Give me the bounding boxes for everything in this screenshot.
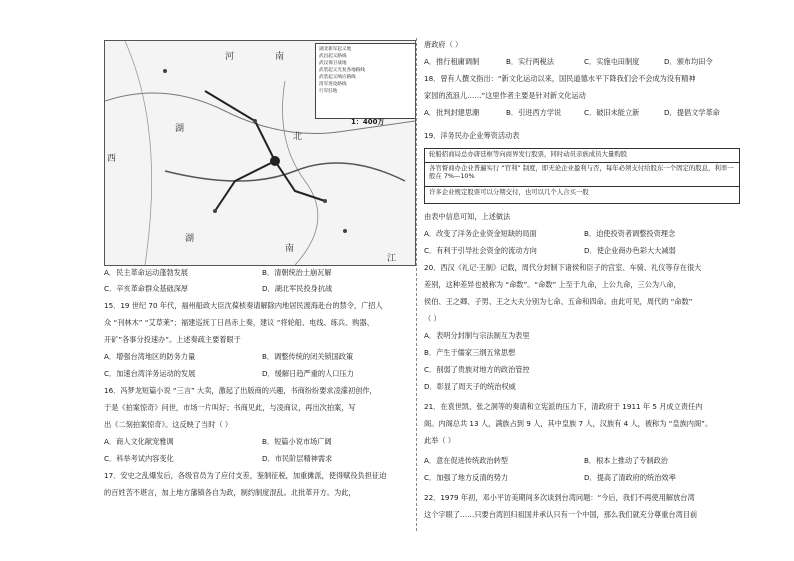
- q20-option-b: B．产生于儒家三纲五常思想: [424, 348, 516, 357]
- q20-option-a: A．表明分封制与宗法制互为表里: [424, 331, 530, 340]
- q18-stem: 18．曾有人撰文指出：“新文化运动以来，国民道德水平下降我们会不会成为没有精神: [424, 74, 696, 83]
- map-place-6: 南: [285, 244, 295, 254]
- q19-option-a: A．改变了洋务企业资金短缺的局面: [424, 229, 537, 238]
- q17-stem: 的百姓苦不堪言，加上地方藩镇各自为政，制约制度混乱。北批革开方。为此，: [104, 488, 356, 497]
- map-place-1: 河: [225, 52, 235, 62]
- q20-option-c: C．削弱了贵族对地方的政治管控: [424, 365, 530, 374]
- map-place-2: 南: [275, 52, 285, 62]
- q19-stem: 19．洋务民办企业筹资活动表: [424, 131, 520, 140]
- legend-item: 武装起义光复各地路线: [319, 68, 365, 73]
- map-place-4: 北: [293, 132, 303, 142]
- q14-option-a: A．民主革命运动蓬勃发展: [104, 268, 188, 277]
- table-row: [425, 187, 739, 201]
- map-place-8: 江: [387, 254, 397, 264]
- q15-option-b: B．调整传统的闭关锁国政策: [262, 352, 354, 361]
- q18-option-c: C．破旧未能立新: [584, 108, 640, 117]
- q18-option-a: A．批判封建思潮: [424, 108, 480, 117]
- q21-stem: 此举（ ）: [424, 436, 456, 445]
- map-place-7: 西: [107, 154, 117, 164]
- q20-stem: 侯伯、王之卿、子男、王之大夫分别为七命、五命和四命。由此可见，周代的 “命数”: [424, 297, 693, 306]
- q14-option-d: D．湖北军民投身抗战: [262, 284, 333, 293]
- q16-stem: 16．冯梦龙短篇小说 “三言” 大卖，激起了出版商的兴趣，书商纷纷要求凌濛初创作，: [104, 386, 377, 395]
- legend-item: 清军进攻路线: [319, 82, 347, 87]
- q14-option-c: C．辛亥革命群众基础深厚: [104, 284, 189, 293]
- q21-option-b: B．根本上推动了专制政治: [584, 456, 668, 465]
- q15-stem: 众 “刊林木” “艾草莱”；福建巡抚丁日昌赤上奏，建议 “将轮船、电线、练兵、购器、: [104, 318, 374, 327]
- map-place-3: 湖: [175, 124, 185, 134]
- map-place-5: 湖: [185, 234, 195, 244]
- q16-option-c: C．科举考试内容变化: [104, 454, 174, 463]
- q16-stem: 于是《拍案惊奇》问世，市场一片叫好；书商见此，与凌商议，再出次拍案，写: [104, 403, 356, 412]
- q15-option-c: C．加速台湾洋务运动的发展: [104, 369, 196, 378]
- q14-option-b: B．清朝统治土崩瓦解: [262, 268, 332, 277]
- q21-option-d: D．提高了清政府的统治效率: [584, 473, 676, 482]
- table-cell: 各官督商办企业普遍实行 “官利” 制度，即无论企业盈利与否，每年必须支付给股东一个固定的股息，利率一般在 7%—10%: [429, 164, 734, 180]
- historical-map: [104, 40, 416, 266]
- q17-option-c: C．实施屯田制度: [584, 57, 640, 66]
- q18-stem: 家园的流浪儿……”这里作者主要是针对新文化运动: [424, 91, 586, 100]
- q21-option-c: C．加强了地方反清的势力: [424, 473, 509, 482]
- q21-stem: 阁。内阁总共 13 人，满族占到 9 人，其中皇族 7 人，汉族有 4 人，被称为 “皇族内阁”。: [424, 419, 713, 428]
- q17-stem-cont: 唐政府（ ）: [424, 40, 463, 49]
- q21-stem: 21．在袁世凯、张之洞等的奏请和立宪派的压力下，清政府于 1911 年 5 月成立责任内: [424, 402, 703, 411]
- q18-option-d: D．提倡文学革命: [664, 108, 720, 117]
- q15-option-d: D．缓解日趋严重的人口压力: [262, 369, 354, 378]
- q20-stem: 20．西汉《礼记·王制》记载，周代分封制下诸侯和臣子的宫室、车骑、礼仪等存在很大: [424, 263, 702, 272]
- table-row: [425, 149, 739, 163]
- q19-table: [424, 148, 740, 204]
- q19-option-b: B．迫使投资者调整投资理念: [584, 229, 676, 238]
- legend-item: 武汉保卫战地: [319, 61, 347, 66]
- map-legend: [315, 43, 416, 119]
- table-cell: 许多企业规定股票可以分期交付，也可以几个人合买一股: [429, 188, 589, 196]
- q16-option-d: D．市民阶层精神需求: [262, 454, 333, 463]
- legend-item: 湖北新军起义地: [319, 47, 352, 52]
- q21-option-a: A．意在促进传统政治转型: [424, 456, 508, 465]
- q15-option-a: A．增强台湾地区的防务力量: [104, 352, 196, 361]
- q20-stem: （ ）: [424, 314, 441, 323]
- q19-option-c: C．有利于引导社会资金的流动方向: [424, 246, 537, 255]
- legend-item: 行军驻地: [319, 89, 338, 94]
- q22-stem: 22．1979 年初，邓小平访美期间多次谈到台湾问题：“今后，我们不再使用解放台湾: [424, 493, 695, 502]
- q20-option-d: D．彰显了周天子的统治权威: [424, 382, 516, 391]
- q20-stem: 差别，这种差异也被称为 “命数”。“命数” 上至于九命，上公九命，三公为八命，: [424, 280, 681, 289]
- table-cell: 轮船招商局总办唐廷枢等向商界发行股票，同时动员亲族成员大量购股: [429, 150, 628, 158]
- column-divider: [416, 38, 417, 531]
- q19-option-d: D．使企业商办色彩大大减弱: [584, 246, 676, 255]
- map-scale: 1：400万: [351, 118, 385, 126]
- q15-stem: 15．19 世纪 70 年代，福州船政大臣沈葆桢奏请解除内地居民渡海赴台的禁令，广招人: [104, 301, 383, 310]
- q15-stem: 开矿”各事分投速办”。上述奏疏主要着眼于: [104, 335, 241, 344]
- legend-item: 武昌起义路线: [319, 54, 347, 59]
- q18-option-b: B．引进西方学说: [506, 108, 562, 117]
- legend-item: 武装起义响应路线: [319, 75, 356, 80]
- q22-stem: 这个字眼了……只要台湾回归祖国并承认只有一个中国，那么我们就充分尊重台湾目前: [424, 510, 698, 519]
- q16-option-a: A．商人文化献宠雅调: [104, 437, 174, 446]
- q17-option-d: D．颁布均田令: [664, 57, 713, 66]
- q19-question: 由表中信息可知，上述做法: [424, 212, 511, 221]
- q17-option-b: B．实行两税法: [506, 57, 555, 66]
- q16-stem: 出《二刻拍案惊奇》。这反映了当时（ ）: [104, 420, 233, 429]
- q17-stem: 17．安史之乱爆发后，各级官员为了应付支差，鉴制征税，加重摊派，使得赋役负担征迫: [104, 471, 387, 480]
- q17-option-a: A．推行租庸调制: [424, 57, 480, 66]
- q16-option-b: B．短篇小说市场广阔: [262, 437, 332, 446]
- table-row: [425, 163, 739, 187]
